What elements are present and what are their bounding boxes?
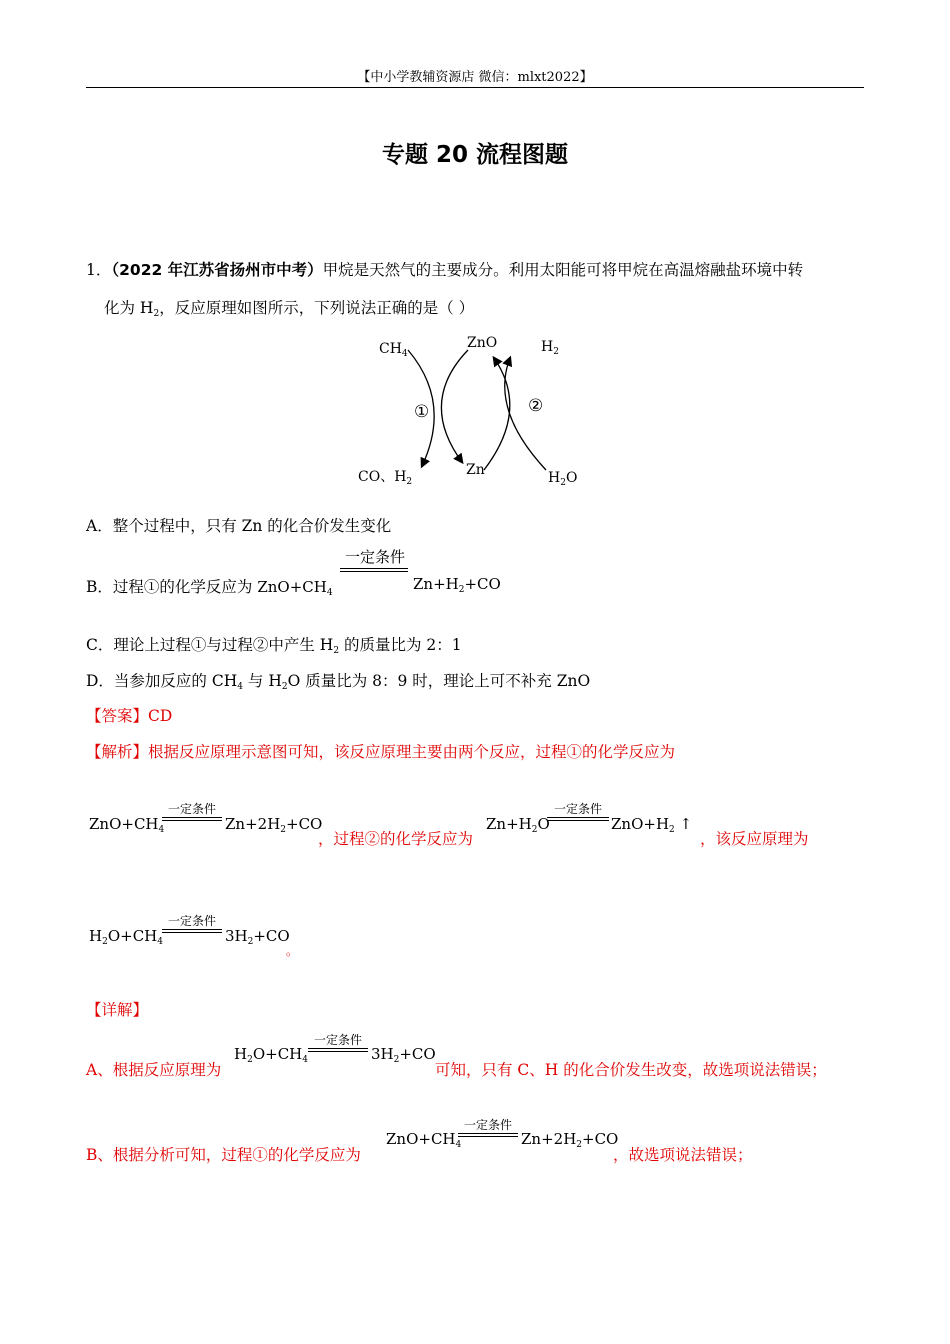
detail-b-prefix: B、根据分析可知，过程①的化学反应为 bbox=[86, 1146, 361, 1164]
option-b-condition: 一定条件 bbox=[340, 546, 410, 572]
detail-a-suffix: 可知，只有 C、H 的化合价发生改变，故选项说法错误； bbox=[435, 1061, 827, 1079]
analysis-eq2-condition: 一定条件 bbox=[547, 800, 609, 821]
analysis-eq3-condition: 一定条件 bbox=[162, 912, 222, 933]
question-stem-text: 甲烷是天然气的主要成分。利用太阳能可将甲烷在高温熔融盐环境中转 bbox=[322, 261, 804, 279]
detail-label: 【详解】 bbox=[86, 1001, 149, 1019]
analysis-eq1-left: $ZnO+CH_4$ bbox=[89, 815, 165, 835]
analysis-line: 【解析】根据反应原理示意图可知，该反应原理主要由两个反应，过程①的化学反应为 bbox=[86, 743, 676, 761]
analysis-label: 【解析】 bbox=[86, 743, 149, 761]
arrow-zno-to-zn bbox=[441, 350, 468, 462]
analysis-eq1-right: $Zn+2H_2+CO$ bbox=[225, 815, 323, 835]
answer-value: CD bbox=[148, 707, 173, 725]
label-ch4: $CH_4$ bbox=[379, 341, 408, 359]
analysis-period: 。 bbox=[286, 944, 299, 958]
detail-a-eq-left: $H_2O+CH_4$ bbox=[234, 1045, 308, 1065]
option-b-products: $Zn+H_2+CO$ bbox=[413, 575, 501, 595]
page-header: 【中小学教辅资源店 微信：mlxt2022】 bbox=[357, 70, 593, 85]
detail-b-eq-right: $Zn+2H_2+CO$ bbox=[521, 1130, 619, 1150]
answer-label: 【答案】 bbox=[86, 707, 149, 725]
detail-a-eq-right: $3H_2+CO$ bbox=[371, 1045, 436, 1065]
reaction-diagram bbox=[350, 330, 600, 499]
detail-b-eq-left: $ZnO+CH_4$ bbox=[386, 1130, 462, 1150]
label-zn: Zn bbox=[466, 462, 485, 478]
label-h2o: $H_2O$ bbox=[548, 470, 578, 488]
header-rule bbox=[86, 87, 864, 88]
label-process-1: ① bbox=[414, 402, 430, 422]
option-d: D．当参加反应的 $CH_4$ 与 $H_2O$ 质量比为 8：9 时，理论上可不补充 ZnO bbox=[86, 672, 591, 692]
analysis-eq3-right: $3H_2+CO$ bbox=[225, 927, 290, 947]
detail-b-eq-condition: 一定条件 bbox=[458, 1116, 518, 1137]
option-a: A．整个过程中，只有 Zn 的化合价发生变化 bbox=[86, 517, 392, 535]
label-co-h2: CO、$H_2$ bbox=[358, 469, 413, 487]
analysis-eq1-condition: 一定条件 bbox=[162, 800, 222, 821]
analysis-mid-text: ，过程②的化学反应为 bbox=[318, 830, 474, 848]
question-source: （2022 年江苏省扬州市中考） bbox=[111, 261, 323, 279]
answer-line bbox=[86, 704, 172, 726]
label-h2: $H_2$ bbox=[541, 339, 559, 357]
question-number: 1． bbox=[86, 261, 112, 279]
analysis-eq2-left: $Zn+H_2O$ bbox=[486, 815, 550, 835]
detail-a-prefix: A、根据反应原理为 bbox=[86, 1061, 222, 1079]
option-b: B．过程①的化学反应为 $ZnO+CH_4$ bbox=[86, 578, 333, 598]
page-title: 专题 20 流程图题 bbox=[381, 142, 569, 168]
analysis-eq3-left: $H_2O+CH_4$ bbox=[89, 927, 163, 947]
detail-b-suffix: ，故选项说法错误； bbox=[613, 1146, 753, 1164]
label-zno: ZnO bbox=[467, 335, 498, 351]
question-stem-line2: 化为 $H_2$，反应原理如图所示，下列说法正确的是（ ） bbox=[104, 299, 475, 319]
option-c: C．理论上过程①与过程②中产生 $H_2$ 的质量比为 2：1 bbox=[86, 636, 462, 656]
label-process-2: ② bbox=[528, 396, 544, 416]
detail-a-eq-condition: 一定条件 bbox=[308, 1031, 368, 1052]
question-stem-line1 bbox=[86, 258, 803, 280]
analysis-eq2-right: $ZnO+H_2$ ↑ bbox=[611, 815, 693, 835]
analysis-end-text: ，该反应原理为 bbox=[700, 830, 809, 848]
